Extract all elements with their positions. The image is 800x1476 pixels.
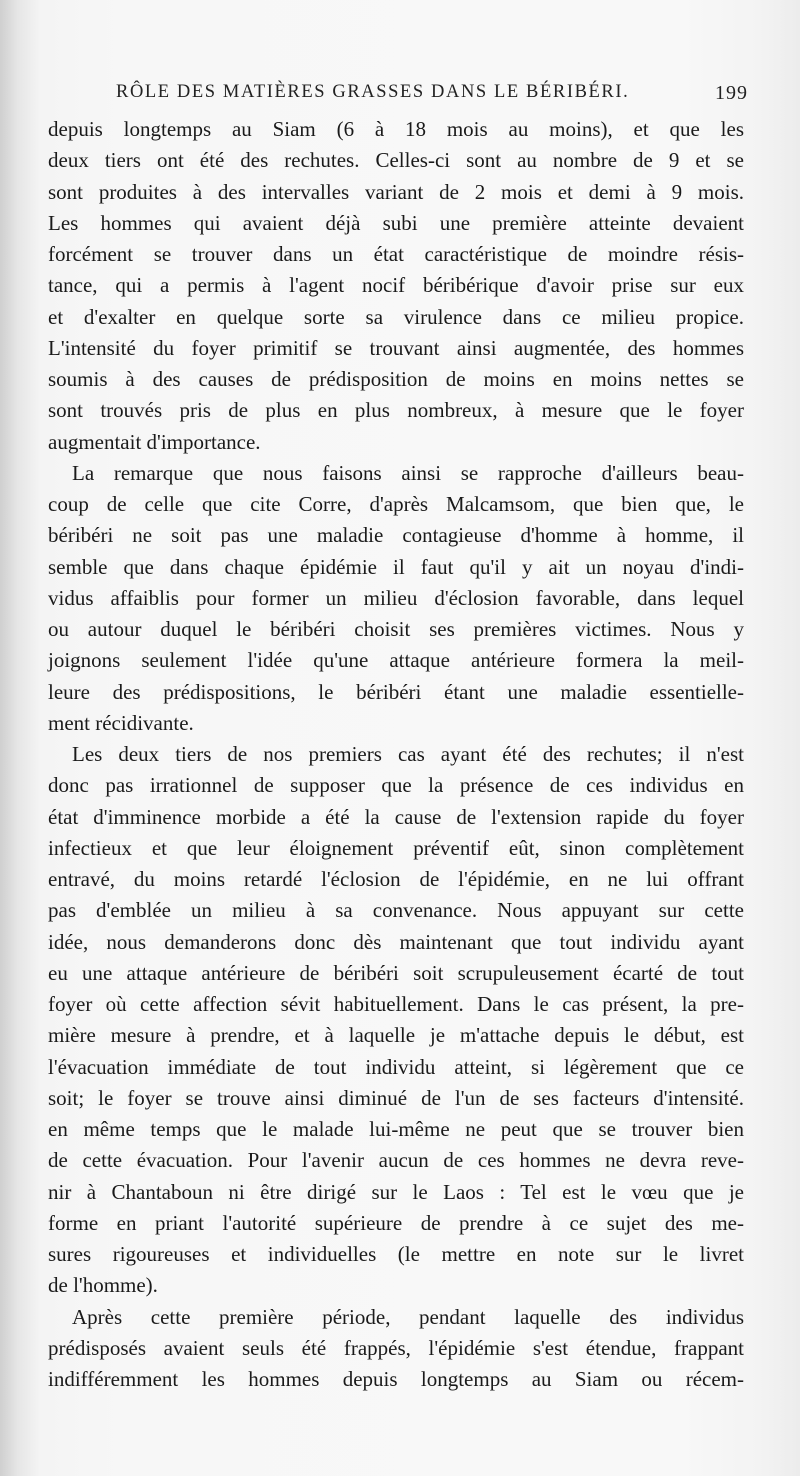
text-line: sures rigoureuses et individuelles (le mettre en note sur le livret [48,1242,744,1266]
text-line: en même temps que le malade lui-même ne peut que se trouver bien [48,1117,744,1141]
text-line: semble que dans chaque épidémie il faut qu'il y ait un noyau d'indi- [48,554,744,579]
text-line: entravé, du moins retardé l'éclosion de l'épidémie, en ne lui offrant [48,867,744,891]
text-line: de l'homme). [48,1273,158,1298]
text-line: foyer où cette affection sévit habituellement. Dans le cas présent, la pre- [48,992,744,1016]
text-line: état d'imminence morbide a été la cause de l'extension rapide du foyer [48,804,744,829]
text-line: indifféremment les hommes depuis longtemps au Siam ou récem- [48,1367,744,1391]
text-line: eu une attaque antérieure de béribéri soit scrupuleusement écarté de tout [48,960,744,985]
text-line: depuis longtemps au Siam (6 à 18 mois au moins), et que les [48,117,744,141]
text-line: Après cette première période, pendant laquelle des individus [72,1304,744,1329]
text-line: Les deux tiers de nos premiers cas ayant été des rechutes; il n'est [72,742,744,766]
text-line: ou autour duquel le béribéri choisit ses premières victimes. Nous y [48,617,744,641]
text-line: mière mesure à prendre, et à laquelle je m'attache depuis le début, est [48,1023,744,1048]
text-line: infectieux et que leur éloignement préventif eût, sinon complètement [48,835,744,860]
text-line: coup de celle que cite Corre, d'après Malcamsom, que bien que, le [48,492,744,516]
text-line: soumis à des causes de prédisposition de moins en moins nettes se [48,367,744,391]
text-line: prédisposés avaient seuls été frappés, l'épidémie s'est étendue, frappant [48,1335,744,1360]
body-text [48,114,744,1395]
text-line: pas d'emblée un milieu à sa convenance. Nous appuyant sur cette [48,898,744,923]
text-line: augmentait d'importance. [48,429,261,454]
text-line: forcément se trouver dans un état caractéristique de moindre résis- [48,242,744,266]
text-line: ment récidivante. [48,710,194,735]
text-line: leure des prédispositions, le béribéri étant une maladie essentielle- [48,679,744,704]
text-line: béribéri ne soit pas une maladie contagieuse d'homme à homme, il [48,523,744,548]
text-line: joignons seulement l'idée qu'une attaque antérieure formera la meil- [48,648,744,673]
running-head [50,78,750,112]
text-line: l'évacuation immédiate de tout individu atteint, si légèrement que ce [48,1054,744,1079]
text-line: et d'exalter en quelque sorte sa virulence dans ce milieu propice. [48,304,744,329]
text-line: L'intensité du foyer primitif se trouvant ainsi augmentée, des hommes [48,335,744,360]
text-line: soit; le foyer se trouve ainsi diminué de l'un de ses facteurs d'intensité. [48,1085,744,1110]
text-line: tance, qui a permis à l'agent nocif béribérique d'avoir prise sur eux [48,273,744,298]
page-number: 199 [715,82,748,104]
text-line: nir à Chantaboun ni être dirigé sur le Laos : Tel est le vœu que je [48,1179,744,1204]
text-line: sont trouvés pris de plus en plus nombreux, à mesure que le foyer [48,398,744,423]
running-title: RÔLE DES MATIÈRES GRASSES DANS LE BÉRIBÉRI. [116,82,630,102]
text-line: de cette évacuation. Pour l'avenir aucun de ces hommes ne devra reve- [48,1148,744,1173]
text-line: forme en priant l'autorité supérieure de prendre à ce sujet des me- [48,1210,744,1235]
text-line: Les hommes qui avaient déjà subi une première atteinte devaient [48,210,744,235]
text-line: sont produites à des intervalles variant de 2 mois et demi à 9 mois. [48,179,744,204]
text-line: donc pas irrationnel de supposer que la présence de ces individus en [48,773,744,798]
text-line: deux tiers ont été des rechutes. Celles-ci sont au nombre de 9 et se [48,148,744,173]
text-line: idée, nous demanderons donc dès maintenant que tout individu ayant [48,929,744,954]
text-line: La remarque que nous faisons ainsi se rapproche d'ailleurs beau- [72,460,744,485]
text-line: vidus affaiblis pour former un milieu d'éclosion favorable, dans lequel [48,585,744,610]
